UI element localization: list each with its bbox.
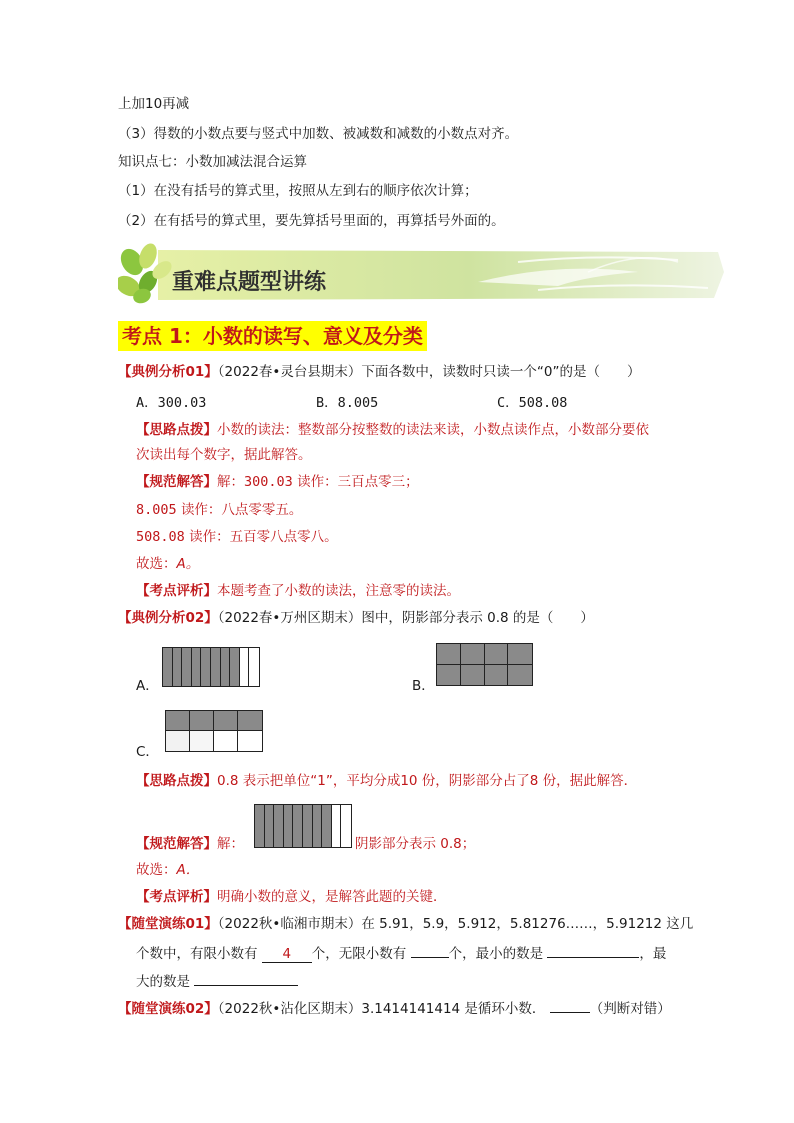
solution-suffix: 阴影部分表示 0.8； bbox=[355, 836, 476, 852]
figure-option-b bbox=[436, 643, 533, 686]
option-a: A．300.03 bbox=[136, 395, 207, 411]
example-2-hint: 【思路点拨】0.8 表示把单位“1”，平均分成10 份，阴影部分占了8 份，据此解答． bbox=[136, 773, 638, 789]
drill-2-line: 【随堂演练02】（2022秋•沾化区期末）3.1414141414 是循环小数． （判断对错） bbox=[118, 997, 671, 1019]
example-2-question bbox=[118, 608, 594, 628]
blank-largest[interactable] bbox=[194, 970, 298, 986]
solution-figure bbox=[254, 804, 352, 848]
figure-option-a-label: A． bbox=[136, 678, 159, 694]
intro-line-1: 上加10再减 bbox=[118, 96, 190, 112]
example-1-answer: 故选：A。 bbox=[136, 556, 200, 572]
example-1-question bbox=[118, 362, 640, 382]
hint-text-1: 小数的读法：整数部分按整数的读法来读，小数点读作点，小数部分要依 bbox=[217, 422, 649, 438]
banner-title: 重难点题型讲练 bbox=[172, 270, 327, 295]
figure-option-c bbox=[165, 710, 263, 752]
section-title: 考点 1：小数的读写、意义及分类 bbox=[118, 321, 427, 351]
example-1-hint-line-2: 次读出每个数字，据此解答。 bbox=[136, 447, 312, 463]
drill-1-line-2: 个数中，有限小数有 4 个，无限小数有 个，最小的数是 ，最 bbox=[136, 942, 666, 964]
example-1-solution-line-1: 【规范解答】解：300.03 读作：三百点零三； bbox=[136, 474, 419, 490]
blank-infinite-count[interactable] bbox=[411, 942, 449, 958]
example-2-text: （2022春•万州区期末）图中，阴影部分表示 0.8 的是（ ） bbox=[217, 610, 594, 626]
example-1-comment: 【考点评析】本题考查了小数的读法，注意零的读法。 bbox=[136, 583, 460, 599]
blank-judge[interactable] bbox=[550, 997, 590, 1013]
drill-1-line-1: 【随堂演练01】（2022秋•临湘市期末）在 5.91，5.9，5.912，5.81276……，5.91212 这几 bbox=[118, 916, 694, 932]
example-2-answer: 故选：A． bbox=[136, 862, 200, 878]
blank-finite-count[interactable]: 4 bbox=[262, 947, 312, 963]
knowledge-point-heading: 知识点七：小数加减法混合运算 bbox=[118, 154, 307, 170]
intro-line-2: （3）得数的小数点要与竖式中加数、被减数和减数的小数点对齐。 bbox=[118, 126, 519, 142]
example-1-tag: 【典例分析01】 bbox=[118, 364, 218, 380]
figure-option-c-label: C． bbox=[136, 744, 159, 760]
figure-option-a bbox=[162, 647, 260, 687]
blank-smallest[interactable] bbox=[547, 942, 639, 958]
example-2-solution: 【规范解答】解： bbox=[136, 836, 244, 852]
example-2-tag: 【典例分析02】 bbox=[118, 610, 218, 626]
example-1-text: （2022春•灵台县期末）下面各数中，读数时只读一个“0”的是（ ） bbox=[217, 364, 641, 380]
solution-tag: 【规范解答】 bbox=[136, 474, 217, 490]
comment-tag: 【考点评析】 bbox=[136, 583, 217, 599]
drill-1-line-3: 大的数是 bbox=[136, 970, 298, 992]
option-c: C．508.08 bbox=[497, 395, 568, 411]
example-1-hint-line-1 bbox=[136, 420, 649, 440]
figure-option-b-label: B． bbox=[412, 678, 435, 694]
option-b: B．8.005 bbox=[316, 395, 379, 411]
example-2-comment: 【考点评析】明确小数的意义，是解答此题的关键． bbox=[136, 889, 447, 905]
intro-line-5: （2）在有括号的算式里，要先算括号里面的，再算括号外面的。 bbox=[118, 213, 505, 229]
example-1-solution-line-3: 508.08 读作：五百零八点零八。 bbox=[136, 529, 338, 545]
intro-line-4: （1）在没有括号的算式里，按照从左到右的顺序依次计算； bbox=[118, 183, 478, 199]
hint-tag: 【思路点拨】 bbox=[136, 422, 217, 438]
example-1-solution-line-2: 8.005 读作：八点零零五。 bbox=[136, 502, 303, 518]
